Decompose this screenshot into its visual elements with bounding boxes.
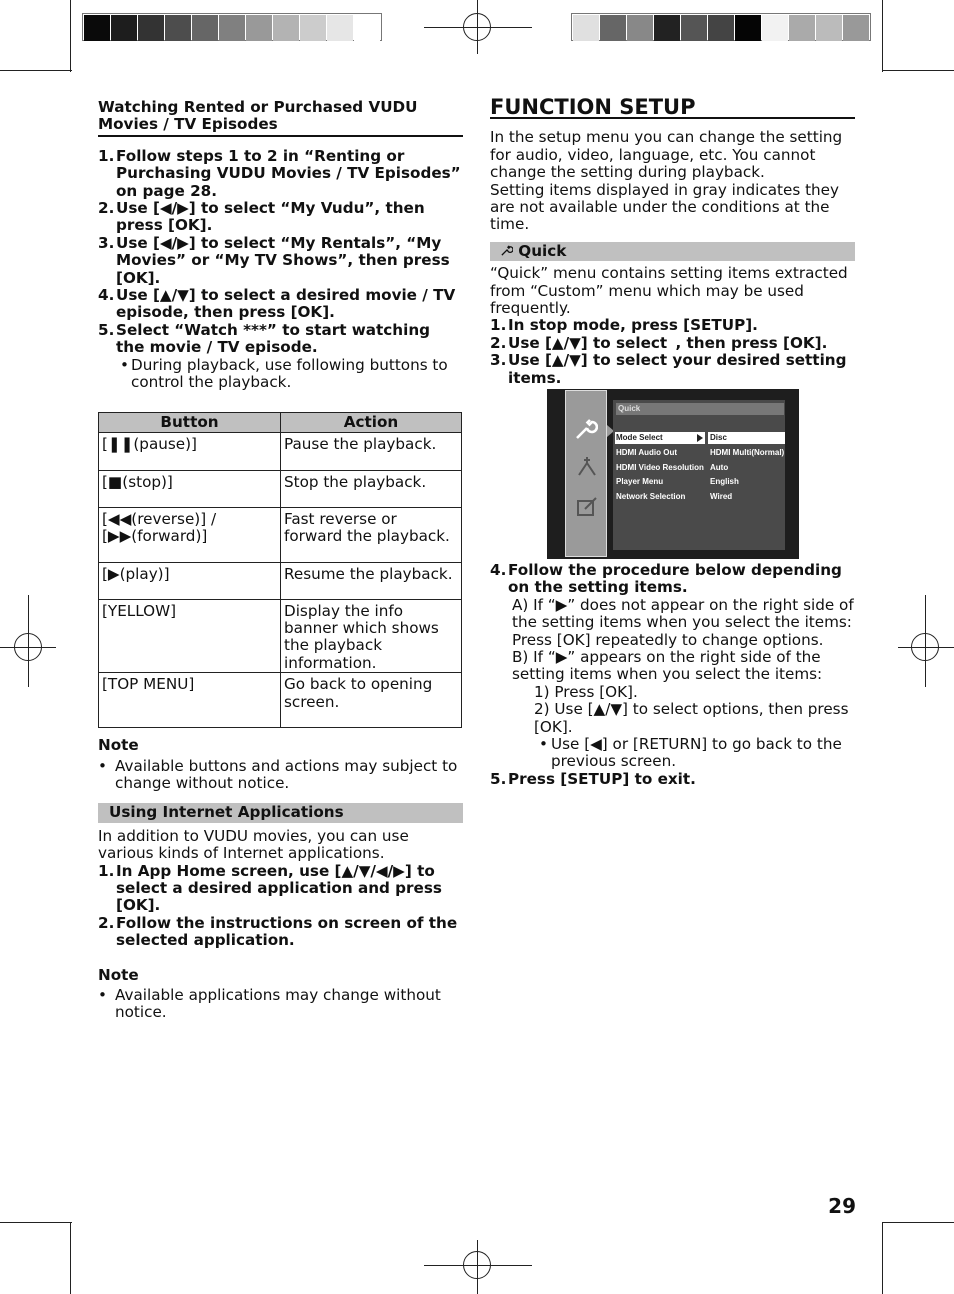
menu-value: Wired [710, 492, 733, 501]
table-row: [YELLOW] Display the info banner which shows the playback information. [99, 599, 462, 673]
setup-step-3: 3. Use [▲/▼] to select your desired setting items. [490, 351, 847, 387]
table-row: [◀◀(reverse)] / [▶▶(forward)] Fast reverse or forward the playback. [99, 507, 462, 562]
step-4b-bullet: • Use [◀] or [RETURN] to go back to the previous screen. [539, 735, 842, 771]
table-row: [■(stop)] Stop the playback. [99, 470, 462, 507]
menu-header-bar [616, 403, 784, 415]
color-bar-left [82, 13, 382, 41]
right-column [490, 95, 855, 387]
note-item: • Available applications may change without notice. [98, 986, 441, 1022]
internet-step-2: 2. Follow the instructions on screen of the selected application. [98, 913, 458, 950]
note-title: Note [98, 736, 139, 755]
step-4b-2: 2) Use [▲/▼] to select options, then press [OK]. [534, 700, 849, 736]
tools-icon [575, 455, 599, 483]
menu-value: Disc [710, 433, 727, 442]
internet-step-1: 1. In App Home screen, use [▲/▼/◀/▶] to select a desired application and press [OK]. [98, 861, 442, 915]
steps-list [98, 148, 463, 392]
menu-item[interactable]: HDMI Video Resolution [616, 463, 704, 472]
setup-note-icon [575, 495, 599, 523]
wrench-icon [500, 242, 518, 260]
menu-item[interactable]: Player Menu [616, 477, 664, 486]
table-row: [▶(play)] Resume the playback. [99, 562, 462, 599]
note-title: Note [98, 965, 139, 984]
step-4a: A) If “▶” does not appear on the right side of the setting items when you select the items: Press [OK] repeatedly to change options. [512, 595, 854, 649]
step-3: 3. Use [◀/▶] to select “My Rentals”, “My Movies” or “My TV Shows”, then press [OK]. [98, 233, 450, 287]
setup-step-2: 2. Use [▲/▼] to select , then press [OK]. [490, 333, 828, 352]
setup-step-5: 5. Press [SETUP] to exit. [490, 769, 696, 788]
table-row: [TOP MENU] Go back to opening screen. [99, 673, 462, 728]
internet-apps-heading: Using Internet Applications [98, 803, 463, 822]
menu-sidebar [565, 390, 607, 557]
table-row: [❚❚(pause)] Pause the playback. [99, 432, 462, 470]
right-column-lower [490, 562, 855, 788]
menu-panel [613, 400, 785, 550]
section-title: Watching Rented or Purchased VUDU Movies / TV Episodes [98, 99, 463, 137]
quick-intro: “Quick” menu contains setting items extracted from “Custom” menu which may be used frequently. [490, 264, 848, 318]
step-4b: B) If “▶” appears on the right side of the setting items when you select the items: [512, 648, 823, 684]
quick-heading: Quick [490, 242, 855, 261]
wrench-icon [574, 417, 598, 445]
menu-value: English [710, 477, 739, 486]
internet-intro: In addition to VUDU movies, you can use various kinds of Internet applications. [98, 826, 409, 863]
menu-value: HDMI Multi(Normal) [710, 448, 785, 457]
setup-step-4: 4. Follow the procedure below depending on the setting items. [490, 561, 842, 597]
menu-item[interactable]: Mode Select [616, 433, 663, 442]
color-bar-right [571, 13, 871, 41]
page-number: 29 [828, 1194, 856, 1218]
step-4: 4. Use [▲/▼] to select a desired movie / TV episode, then press [OK]. [98, 286, 456, 322]
step-4b-1: 1) Press [OK]. [534, 682, 638, 701]
menu-header: Quick [618, 404, 641, 413]
menu-value: Auto [710, 463, 729, 472]
step-5-bullet: • During playback, use following buttons to control the playback. [120, 355, 448, 392]
function-setup-title: FUNCTION SETUP [490, 99, 855, 119]
chevron-right-icon [697, 434, 703, 442]
intro-text-gray: Setting items displayed in gray indicates they are not available under the conditions at the time. [490, 180, 839, 234]
table-header-button: Button [99, 412, 281, 432]
table-header-action: Action [281, 412, 462, 432]
button-action-table [98, 412, 462, 729]
step-1: 1. Follow steps 1 to 2 in “Renting or Purchasing VUDU Movies / TV Episodes” on page 28. [98, 146, 461, 200]
note-item: • Available buttons and actions may subject to change without notice. [98, 756, 458, 792]
menu-item[interactable]: HDMI Audio Out [616, 448, 678, 457]
left-column [98, 99, 463, 1022]
intro-text: In the setup menu you can change the setting for audio, video, language, etc. You cannot change the setting during playback. [490, 128, 843, 182]
menu-item[interactable]: Network Selection [616, 492, 686, 501]
step-5: 5. Select “Watch ***” to start watching the movie / TV episode. [98, 320, 431, 357]
step-2: 2. Use [◀/▶] to select “My Vudu”, then press [OK]. [98, 199, 425, 235]
setup-step-1: 1. In stop mode, press [SETUP]. [490, 316, 758, 335]
